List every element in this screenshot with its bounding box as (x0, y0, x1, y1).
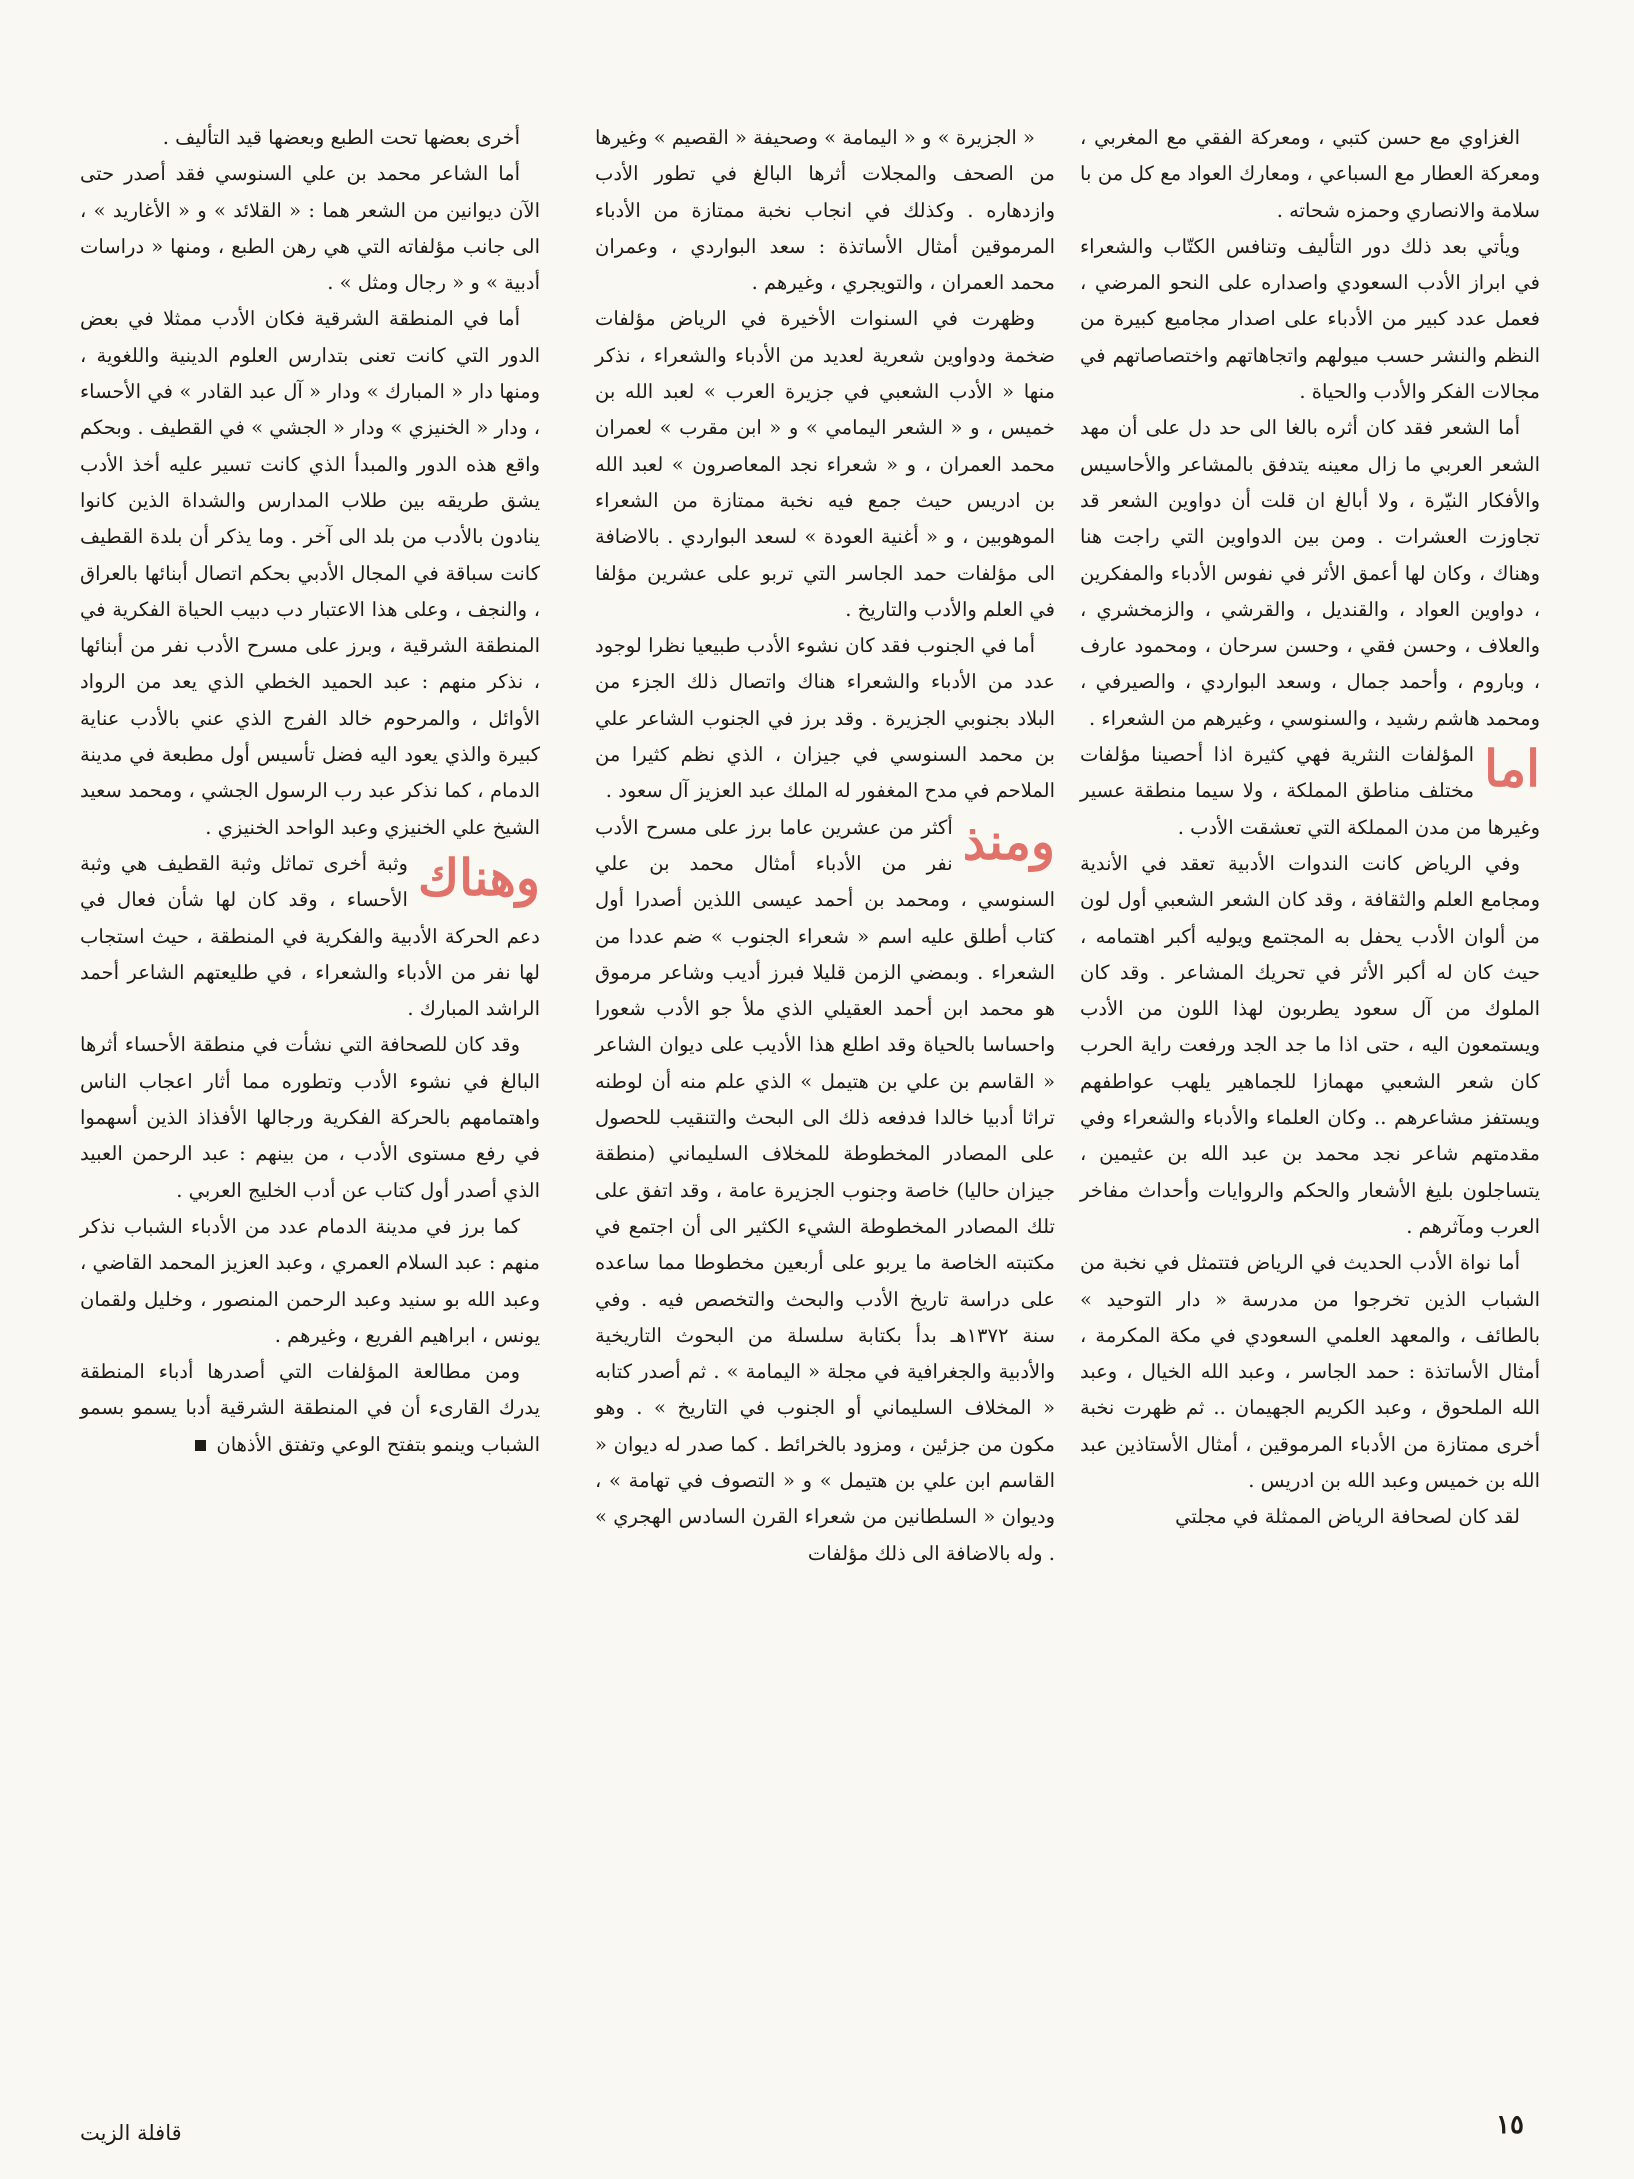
text-column-right (1080, 120, 1540, 1536)
paragraph: وظهرت في السنوات الأخيرة في الرياض مؤلفات ضخمة ودواوين شعرية لعديد من الأدباء والشعراء ، نذكر منها « الأدب الشعبي في جزيرة العرب » لعبد الله بن خميس ، و « الشعر اليمامي » و « ابن مقرب » لعمران محمد العمران ، و « شعراء نجد المعاصرون » لعبد الله بن ادريس حيث جمع فيه نخبة ممتازة من الشعراء الموهوبين ، و « أغنية العودة » لسعد البواردي . بالاضافة الى مؤلفات حمد الجاسر التي تربو على عشرين مؤلفا في العلم والأدب والتاريخ . (595, 307, 1055, 621)
paragraph: أما في المنطقة الشرقية فكان الأدب ممثلا في بعض الدور التي كانت تعنى بتدارس العلوم الدينية واللغوية ، ومنها دار « المبارك » ودار « آل عبد القادر » في الأحساء ، ودار « الخنيزي » ودار « الجشي » في القطيف . وبحكم واقع هذه الدور والمبدأ الذي كانت تسير عليه أخذ الأدب يشق طريقه بين طلاب المدارس والشداة الذين كانوا ينادون بالأدب من بلد الى آخر . وما يذكر أن بلدة القطيف كانت سباقة في المجال الأدبي بحكم اتصال أبنائها بالعراق ، والنجف ، وعلى هذا الاعتبار دب دبيب الحياة الفكرية في المنطقة الشرقية ، وبرز على مسرح الأدب نفر من أبنائها ، نذكر منهم : عبد الحميد الخطي الذي يعد من الرواد الأوائل ، والمرحوم خالد الفرج الذي عني بالأدب عناية كبيرة والذي يعود اليه فضل تأسيس أول مطبعة في مدينة الدمام ، كما نذكر عبد رب الرسول الجشي ، ومحمد سعيد الشيخ علي الخنيزي وعبد الواحد الخنيزي . (80, 307, 540, 839)
paragraph: لقد كان لصحافة الرياض الممثلة في مجلتي (1175, 1505, 1520, 1529)
magazine-title: قافلة الزيت (80, 2121, 182, 2145)
page-number: ١٥ (1496, 2110, 1524, 2140)
paragraph: أخرى بعضها تحت الطبع وبعضها قيد التأليف . (162, 126, 520, 149)
paragraph-with-dropcap (1080, 737, 1540, 846)
paragraph: الغزاوي مع حسن كتبي ، ومعركة الفقي مع المغربي ، ومعركة العطار مع السباعي ، ومعارك العواد مع كل من با سلامة والانصاري وحمزه شحاته . (1080, 126, 1540, 222)
paragraph: « الجزيرة » و « اليمامة » وصحيفة « القصيم » وغيرها من الصحف والمجلات أثرها البالغ في تطور الأدب وازدهاره . وكذلك في انجاب نخبة ممتازة من الأدباء المرموقين أمثال الأساتذة : سعد البواردي ، وعمران محمد العمران ، والتويجري ، وغيرهم . (595, 126, 1055, 295)
end-of-article-mark (195, 1440, 206, 1451)
paragraph-text: أكثر من عشرين عاما برز على مسرح الأدب نفر من الأدباء أمثال محمد بن علي السنوسي ، ومحمد بن أحمد عيسى اللذين أصدرا أول كتاب أطلق عليه اسم « شعراء الجنوب » ضم عددا من الشعراء . وبمضي الزمن قليلا فبرز أديب وشاعر مرموق هو محمد ابن أحمد العقيلي الذي ملأ جو الأدب شعورا واحساسا بالحياة وقد اطلع هذا الأديب على ديوان الشاعر « القاسم بن علي بن هتيمل » الذي علم منه أن لوطنه تراثا أدبيا خالدا فدفعه ذلك الى البحث والتنقيب للحصول على المصادر المخطوطة للمخلاف السليماني (منطقة جيزان حاليا) خاصة وجنوب الجزيرة عامة ، وقد اتفق على تلك المصادر المخطوطة الشيء الكثير الى أن اجتمع في مكتبته الخاصة ما يربو على أربعين مخطوطا مما ساعده على دراسة تاريخ الأدب والبحث والتخصص فيه . وفي سنة ١٣٧٢هـ بدأ بكتابة سلسلة من البحوث التاريخية والأدبية والجغرافية في مجلة « اليمامة » . ثم أصدر كتابه « المخلاف السليماني أو الجنوب في التاريخ » . وهو مكون من جزئين ، ومزود بالخرائط . كما صدر له ديوان « القاسم ابن علي بن هتيمل » و « التصوف في تهامة » ، وديوان « السلطانين من شعراء القرن السادس الهجري » . وله بالاضافة الى ذلك مؤلفات (595, 815, 1055, 1565)
paragraph: أما في الجنوب فقد كان نشوء الأدب طبيعيا نظرا لوجود عدد من الأدباء والشعراء هناك واتصال ذلك الجزء من البلاد بجنوبي الجزيرة . وقد برز في الجنوب الشاعر علي بن محمد السنوسي في جيزان ، الذي نظم كثيرا من الملاحم في مدح المغفور له الملك عبد العزيز آل سعود . (595, 634, 1055, 803)
paragraph: ويأتي بعد ذلك دور التأليف وتنافس الكتّاب والشعراء في ابراز الأدب السعودي واصداره على النحو المرضي ، فعمل عدد كبير من الأدباء على اصدار مجاميع كبيرة من النظم والنشر حسب ميولهم واتجاهاتهم واختصاصاتهم في مجالات الفكر والأدب والحياة . (1080, 234, 1540, 404)
paragraph-text: ومن مطالعة المؤلفات التي أصدرها أدباء المنطقة يدرك القارىء أن في المنطقة الشرقية أدبا يسمو بسمو الشباب وينمو بتفتح الوعي وتفتق الأذهان (80, 1360, 540, 1456)
paragraph-with-dropcap (80, 846, 540, 1027)
paragraph: وقد كان للصحافة التي نشأت في منطقة الأحساء أثرها البالغ في نشوء الأدب وتطوره مما أثار اعجاب الناس واهتمامهم بالحركة الفكرية ورجالها الأفذاذ الذين أسهموا في رفع مستوى الأدب ، من بينهم : عبد الرحمن العبيد الذي أصدر أول كتاب عن أدب الخليج العربي . (80, 1033, 540, 1202)
text-column-left (80, 120, 540, 1463)
paragraph (80, 1354, 540, 1463)
paragraph: وفي الرياض كانت الندوات الأدبية تعقد في الأندية ومجامع العلم والثقافة ، وقد كان الشعر الشعبي أول لون من ألوان الأدب يحفل به المجتمع ويوليه أكبر اهتمامه ، حيث كان له أكبر الأثر في تحريك المشاعر . وقد كان الملوك من آل سعود يطربون لهذا اللون من الأدب ويستمعون اليه ، حتى اذا ما جد الجد ورفعت راية الحرب كان شعر الشعبي مهمازا للجماهير يلهب عواطفهم ويستفز مشاعرهم .. وكان العلماء والأدباء والشعراء وفي مقدمتهم شاعر نجد محمد بن عبد الله بن عثيمين ، يتساجلون بليغ الأشعار والحكم والروايات وأحداث مفاخر العرب ومآثرهم . (1080, 851, 1540, 1238)
paragraph: أما الشاعر محمد بن علي السنوسي فقد أصدر حتى الآن ديوانين من الشعر هما : « القلائد » و « الأغاريد » ، الى جانب مؤلفاته التي هي رهن الطبع ، ومنها « دراسات أدبية » و « رجال ومثل » . (80, 162, 540, 295)
paragraph-with-dropcap (595, 810, 1055, 1572)
dropcap: وهناك (417, 847, 540, 907)
paragraph: أما نواة الأدب الحديث في الرياض فتتمثل في نخبة من الشباب الذين تخرجوا من مدرسة « دار التوحيد » بالطائف ، والمعهد العلمي السعودي في مكة المكرمة ، أمثال الأساتذة : حمد الجاسر ، وعبد الله الخيال ، وعبد الله الملحوق ، وعبد الكريم الجهيمان .. ثم ظهرت نخبة أخرى ممتازة من الأدباء المرموقين ، أمثال الأستاذين عبد الله بن خميس وعبد الله بن ادريس . (1080, 1251, 1540, 1492)
paragraph: كما برز في مدينة الدمام عدد من الأدباء الشباب نذكر منهم : عبد السلام العمري ، وعبد العزيز المحمد القاضي ، وعبد الله بو سنيد وعبد الرحمن المنصور ، وخليل ولقمان يونس ، ابراهيم الفريع ، وغيرهم . (80, 1214, 540, 1347)
paragraph-text: المؤلفات النثرية فهي كثيرة اذا أحصينا مؤلفات مختلف مناطق المملكة ، ولا سيما منطقة عسير وغيرها من مدن المملكة التي تعشقت الأدب . (1080, 743, 1540, 839)
paragraph-text: وثبة أخرى تماثل وثبة القطيف هي وثبة الأحساء ، وقد كان لها شأن فعال في دعم الحركة الأدبية والفكرية في المنطقة ، حيث استجاب لها نفر من الأدباء والشعراء ، في طليعتهم الشاعر أحمد الراشد المبارك . (80, 851, 540, 1021)
dropcap: ومنذ (962, 811, 1055, 871)
paragraph: أما الشعر فقد كان أثره بالغا الى حد دل على أن مهد الشعر العربي ما زال معينه يتدفق بالمشاعر والأحاسيس والأفكار النيّرة ، ولا أبالغ ان قلت أن دواوين الشعر قد تجاوزت العشرات . ومن بين الدواوين التي راجت هنا وهناك ، وكان لها أعمق الأثر في نفوس الأدباء والمفكرين ، دواوين العواد ، والقنديل ، والقرشي ، والزمخشري ، والعلاف ، وحسن فقي ، وحسن سرحان ، ومحمود عارف ، وباروم ، وأحمد جمال ، وسعد البواردي ، والصيرفي ، ومحمد هاشم رشيد ، والسنوسي ، وغيرهم من الشعراء . (1080, 416, 1540, 730)
text-column-middle (595, 120, 1055, 1572)
dropcap: اما (1484, 739, 1540, 799)
